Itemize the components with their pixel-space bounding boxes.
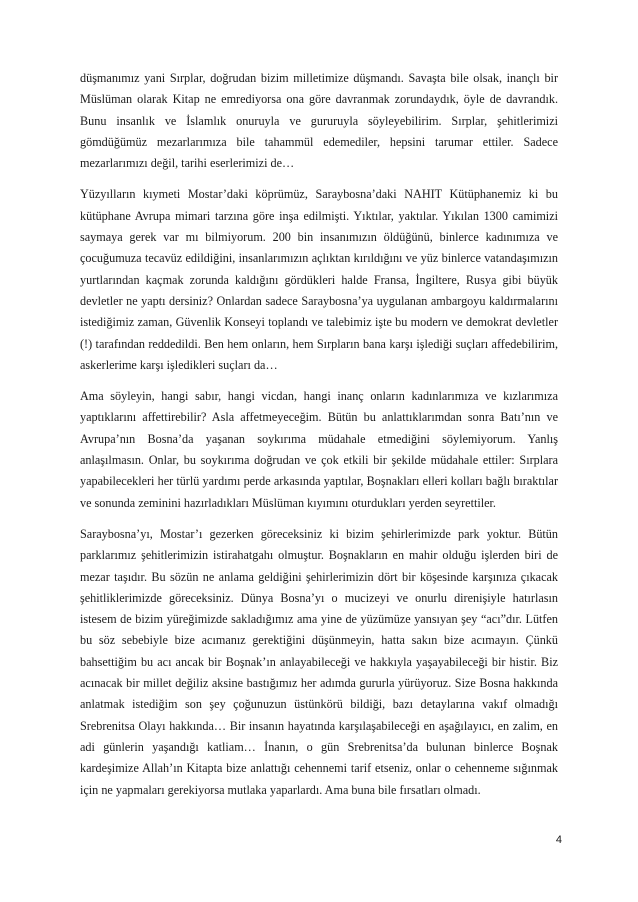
paragraph-2: Yüzyılların kıymeti Mostar’daki köprümüz, Saraybosna’daki NAHIT Kütüphanemiz ki bu kütüphane Avrupa mimari tarzına göre inşa edilmişti. Yıktılar, yaktılar. Yıkılan 1300 camimizi saymaya gerek var mı bilmiyorum. 200 bin insanımızın öldüğünü, binlerce kadınımıza ve çocuğumuza tecavüz edildiğini, insanlarımızın açlıktan kırıldığını ve yüz binlerce vatandaşımızın yurtlarından kaçmak zorunda kaldığını gördükleri halde Fransa, İngiltere, Rusya gibi büyük devletler ne yaptı dersiniz? Onlardan sadece Saraybosna’ya uygulanan ambargoyu kaldırmalarını istediğimiz zaman, Güvenlik Konseyi toplandı ve talebimiz işte bu modern ve demokrat devletler (!) tarafından reddedildi. Ben hem onların, hem Sırpların bana karşı işlediği suçları affedebilirim, askerlerime karşı işledikleri suçları da… — [80, 187, 558, 372]
paragraph-4: Saraybosna’yı, Mostar’ı gezerken göreceksiniz ki bizim şehirlerimizde park yoktur. Bütün parklarımız şehitlerimizin istirahatgahı olmuştur. Boşnakların en mahir olduğu işlerden biri de mezar taşıdır. Bu sözün ne anlama geldiğini şehirlerimizin dört bir köşesinde karşınıza çıkacak şehitliklerimizde göreceksiniz. Dünya Bosna’yı o mucizeyi ve onurlu direnişiyle hatırlasın istesem de bizim yüreğimizde sakladığımız ama yine de yüzümüze yansıyan şey “acı”dır. Lütfen bu söz sebebiyle bize acımanız gerektiğini düşünmeyin, hatta sakın bize acımayın. Çünkü bahsettiğim bu acı ancak bir Boşnak’ın anlayabileceği ve hakkıyla yaşayabileceği bir histir. Biz acınacak bir millet değiliz aksine bastığımız her adımda gururla yürüyoruz. Size Bosna hakkında anlatmak istediğim son şey çoğunuzun üstünkörü bildiği, bazı detaylarına vakıf olmadığı Srebrenitsa Olayı hakkında… Bir insanın hayatında karşılaşabileceği en aşağılayıcı, en zalim, en adi günlerin yaşandığı katliam… İnanın, o gün Srebrenitsa’da bulunan binlerce Boşnak kardeşimize Allah’ın Kitapta bize anlattığı cehennemi tarif etseniz, onlar o cehenneme sığınmak için ne yapmaları gerekiyorsa mutlaka yaparlardı. Ama buna bile fırsatları olmadı. — [80, 526, 558, 797]
body-text — [80, 68, 558, 811]
page-number: 4 — [555, 834, 562, 846]
paragraph-1: düşmanımız yani Sırplar, doğrudan bizim milletimize düşmandı. Savaşta bile olsak, inançlı bir Müslüman olarak Kitap ne emrediyorsa ona göre davranmak zorundaydık, öyle de davrandık. Bunu insanlık ve İslamlık onuruyla ve gururuyla söyleyebilirim. Sırplar, şehitlerimizi gömdüğümüz mezarlarımıza bile tahammül edemediler, hepsini tarumar ettiler. Sadece mezarlarımızı değil, tarihi eserlerimizi de… — [80, 71, 558, 171]
paragraph-3: Ama söyleyin, hangi sabır, hangi vicdan, hangi inanç onların kadınlarımıza ve kızlarımıza yaptıklarını affettirebilir? Asla affetmeyeceğim. Bütün bu anlattıklarımdan sonra Batı’nın ve Avrupa’nın Bosna’da yaşanan soykırıma müdahale etmediğini söylemiyorum. Yanlış anlaşılmasın. Onlar, bu soykırıma doğrudan ve çok etkili bir şekilde müdahale ettiler: Sırplara yapabilecekleri her türlü yardımı perde arkasında yaptılar, Boşnakları elleri kolları bağlı bıraktılar ve sonunda zeminini hazırladıkları Müslüman kıyımını oturdukları yerden seyrettiler. — [80, 389, 558, 510]
